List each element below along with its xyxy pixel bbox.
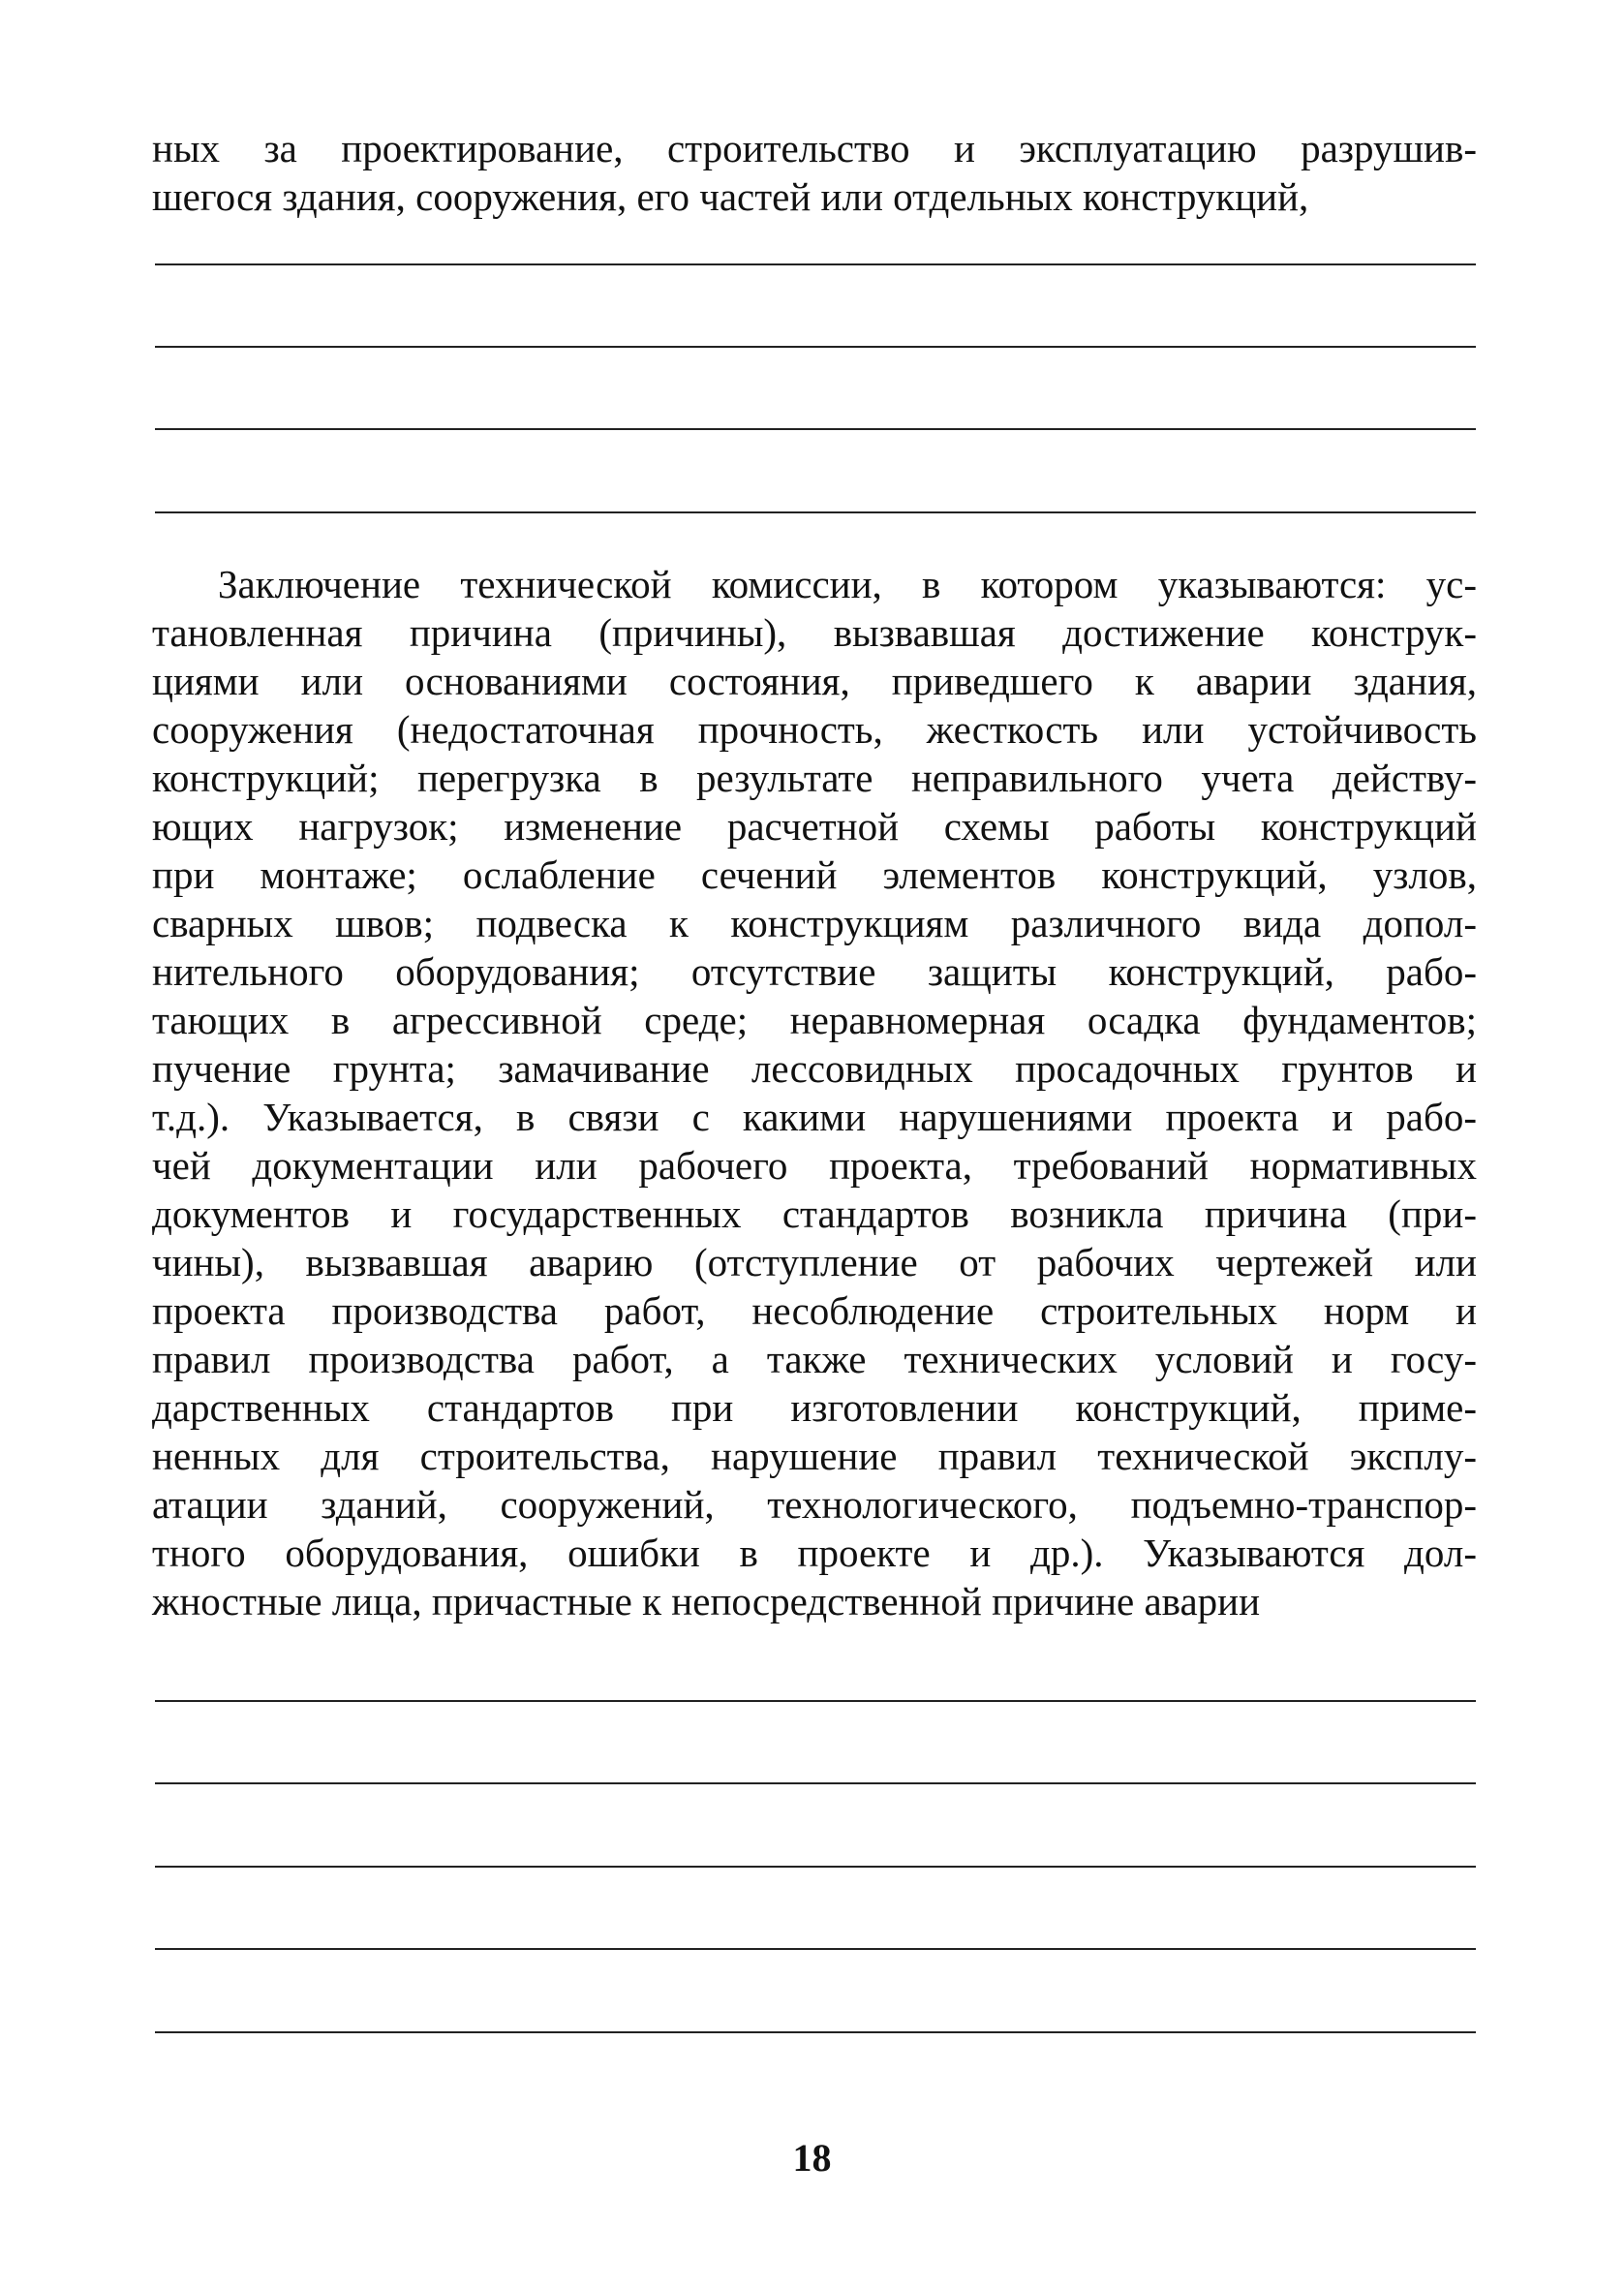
blank-fill-line-4[interactable]	[155, 511, 1476, 513]
main-paragraph-line-17: правил производства работ, а также технических условий и госу-	[152, 1337, 1477, 1381]
top-paragraph	[152, 124, 1477, 221]
main-paragraph-line-19: ненных для строительства, нарушение правил технической эксплу-	[152, 1434, 1477, 1478]
main-paragraph-line-16: проекта производства работ, несоблюдение строительных норм и	[152, 1288, 1477, 1333]
blank-fill-line-2[interactable]	[155, 346, 1476, 348]
blank-fill-line-3[interactable]	[155, 428, 1476, 430]
blank-fill-line-8[interactable]	[155, 1948, 1476, 1950]
main-paragraph	[152, 560, 1477, 1625]
blank-fill-line-9[interactable]	[155, 2031, 1476, 2033]
page-number: 18	[792, 2136, 832, 2180]
main-paragraph-line-20: атации зданий, сооружений, технологического, подъемно-транспор-	[152, 1482, 1477, 1527]
blank-fill-line-7[interactable]	[155, 1866, 1476, 1868]
main-paragraph-line-18: дарственных стандартов при изготовлении конструкций, приме-	[152, 1385, 1477, 1430]
main-paragraph-line-1: Заключение технической комиссии, в котором указываются: ус-	[218, 562, 1477, 606]
main-paragraph-line-9: нительного оборудования; отсутствие защиты конструкций, рабо-	[152, 949, 1477, 994]
main-paragraph-line-10: тающих в агрессивной среде; неравномерная осадка фундаментов;	[152, 998, 1477, 1042]
main-paragraph-line-3: циями или основаниями состояния, приведшего к аварии здания,	[152, 659, 1477, 703]
main-paragraph-line-11: пучение грунта; замачивание лессовидных просадочных грунтов и	[152, 1046, 1477, 1091]
main-paragraph-line-21: тного оборудования, ошибки в проекте и др.). Указываются дол-	[152, 1531, 1477, 1575]
main-paragraph-line-5: конструкций; перегрузка в результате неправильного учета действу-	[152, 756, 1477, 800]
main-paragraph-line-8: сварных швов; подвеска к конструкциям различного вида допол-	[152, 901, 1477, 945]
main-paragraph-line-22: жностные лица, причастные к непосредственной причине аварии	[152, 1579, 1261, 1624]
main-paragraph-line-12: т.д.). Указывается, в связи с какими нарушениями проекта и рабо-	[152, 1095, 1477, 1139]
main-paragraph-line-14: документов и государственных стандартов возникла причина (при-	[152, 1191, 1477, 1236]
blank-fill-line-1[interactable]	[155, 263, 1476, 265]
top-paragraph-line-1: ных за проектирование, строительство и эксплуатацию разрушив-	[152, 126, 1477, 170]
main-paragraph-line-7: при монтаже; ослабление сечений элементов конструкций, узлов,	[152, 852, 1477, 897]
blank-fill-line-6[interactable]	[155, 1782, 1476, 1784]
main-paragraph-line-15: чины), вызвавшая аварию (отступление от рабочих чертежей или	[152, 1240, 1477, 1284]
main-paragraph-line-4: сооружения (недостаточная прочность, жесткость или устойчивость	[152, 707, 1477, 752]
blank-fill-line-5[interactable]	[155, 1700, 1476, 1702]
main-paragraph-line-2: тановленная причина (причины), вызвавшая достижение конструк-	[152, 610, 1477, 655]
main-paragraph-line-13: чей документации или рабочего проекта, требований нормативных	[152, 1143, 1477, 1188]
top-paragraph-line-2: шегося здания, сооружения, его частей или отдельных конструкций,	[152, 174, 1309, 219]
main-paragraph-line-6: ющих нагрузок; изменение расчетной схемы работы конструкций	[152, 804, 1477, 849]
